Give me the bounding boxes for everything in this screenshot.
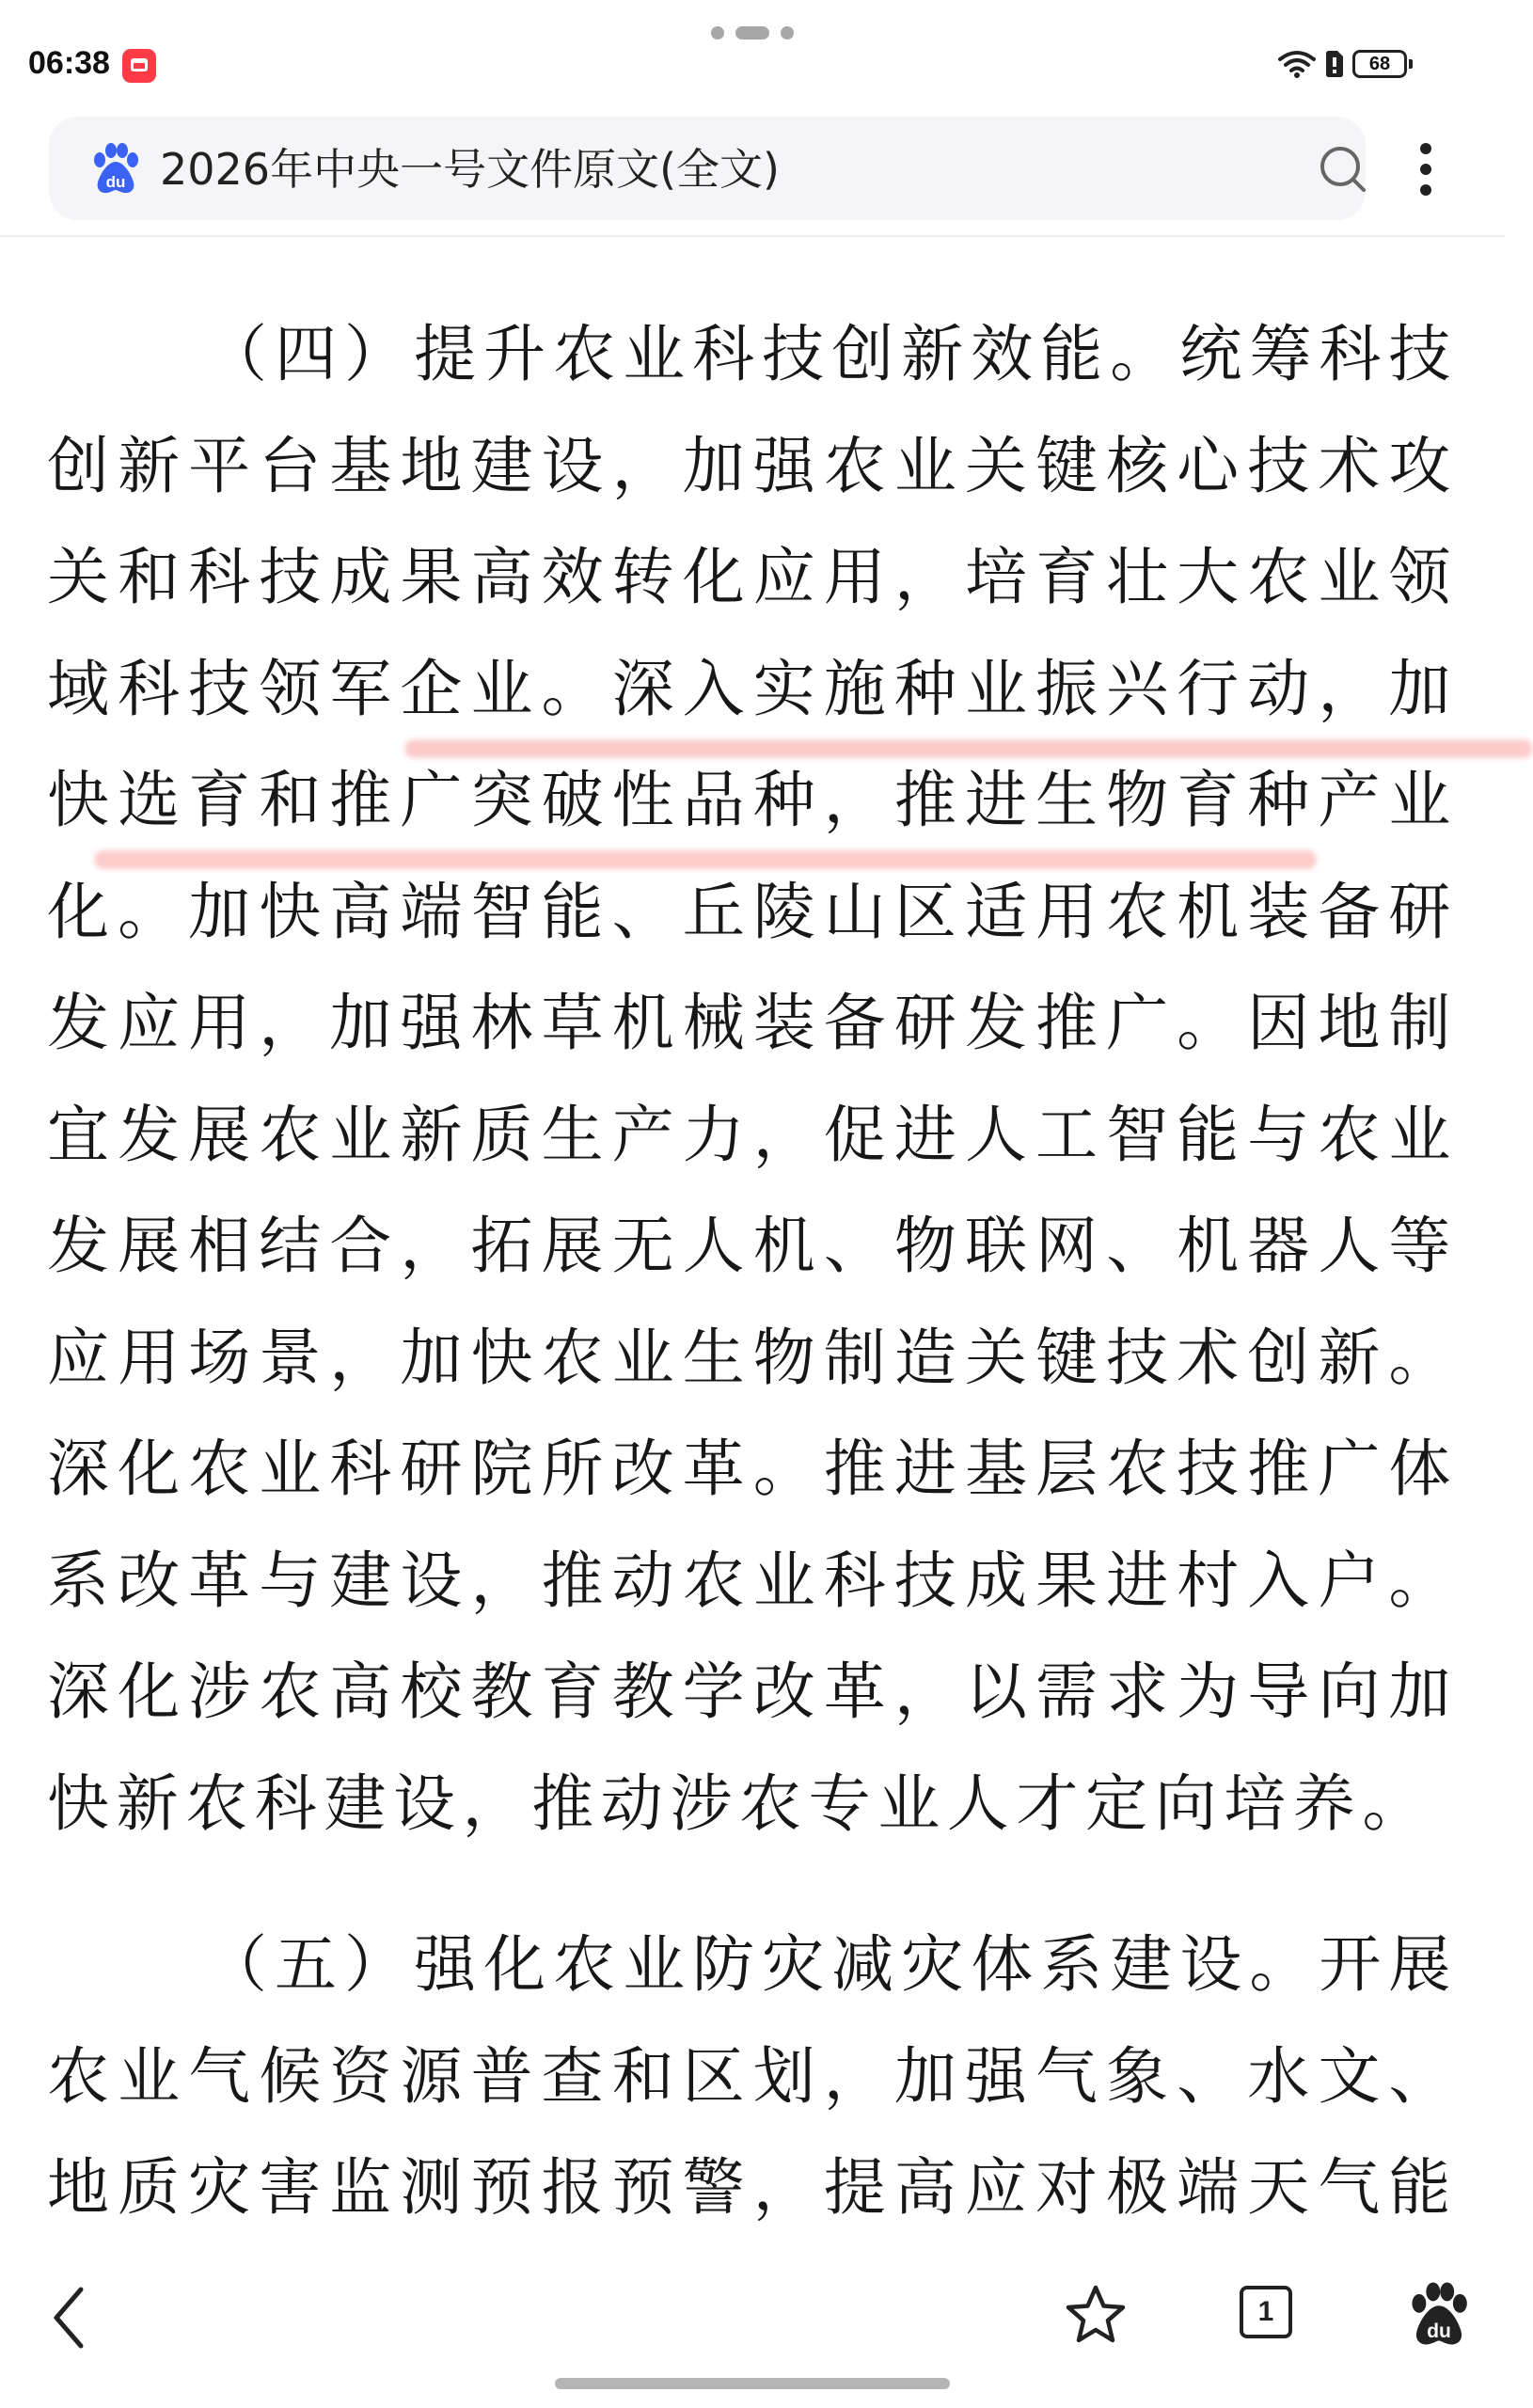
- search-bar[interactable]: [49, 117, 1366, 220]
- header-divider: [0, 235, 1505, 237]
- sim-icon: [1324, 50, 1345, 78]
- bottom-navigation: [0, 2229, 1505, 2408]
- wifi-icon: [1277, 49, 1317, 79]
- search-icon[interactable]: [1317, 143, 1369, 196]
- more-vertical-icon[interactable]: [1407, 139, 1445, 199]
- svg-text:du: du: [1427, 2320, 1451, 2342]
- svg-text:du: du: [105, 173, 126, 191]
- battery-icon: 68: [1352, 50, 1407, 78]
- article-body: [47, 299, 1458, 2224]
- home-indicator[interactable]: [555, 2378, 950, 2389]
- star-icon[interactable]: [1063, 2282, 1129, 2348]
- baidu-paw-icon[interactable]: [1405, 2280, 1473, 2348]
- window-drag-handle[interactable]: [711, 26, 794, 40]
- search-query-text[interactable]: 2026年中央一号文件原文(全文): [160, 144, 780, 195]
- status-icons: [1277, 49, 1407, 79]
- status-bar: [0, 0, 1505, 103]
- back-chevron-icon[interactable]: [49, 2284, 90, 2352]
- article-paragraph: （四）提升农业科技创新效能。统筹科技创新平台基地建设，加强农业关键核心技术攻关和科技成果高效转化应用，培育壮大农业领域科技领军企业。深入实施种业振兴行动，加快选育和推广突破性品种，推进生物育种产业化。加快高端智能、丘陵山区适用农机装备研发应用，加强林草机械装备研发推广。因地制宜发展农业新质生产力，促进人工智能与农业发展相结合，拓展无人机、物联网、机器人等应用场景，加快农业生物制造关键技术创新。深化农业科研院所改革。推进基层农技推广体系改革与建设，推动农业科技成果进村入户。深化涉农高校教育教学改革，以需求为导向加快新农科建设，推动涉农专业人才定向培养。: [47, 318, 1458, 1840]
- tabs-count-button[interactable]: 1: [1240, 2286, 1292, 2338]
- baidu-paw-icon: [88, 141, 143, 196]
- app-gallery-icon: [122, 49, 156, 83]
- article-paragraph: （五）强化农业防灾减灾体系建设。开展农业气候资源普查和区划，加强气象、水文、地质灾害监测预报预警，提高应对极端天气能: [47, 1928, 1458, 2224]
- status-time: 06:38: [28, 45, 110, 81]
